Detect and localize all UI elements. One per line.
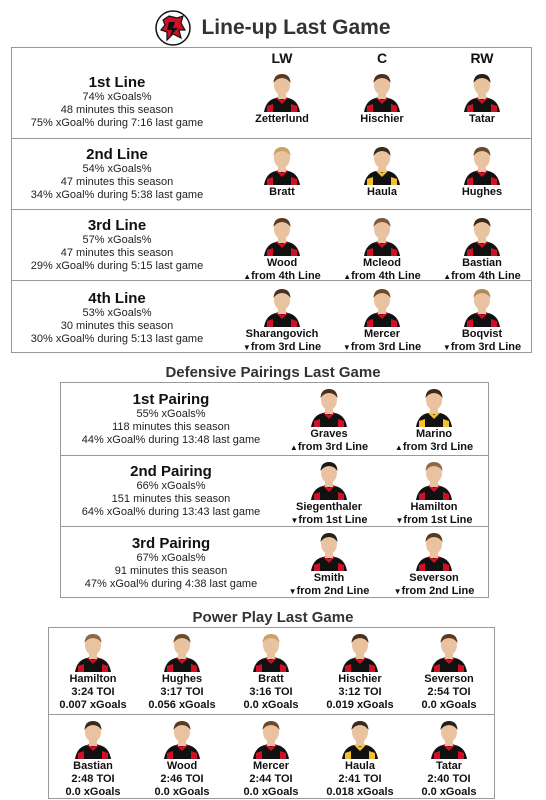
player-line-change [289,585,370,598]
xgoals-percent: 67% xGoals% [136,551,206,564]
forward-line-row [12,280,531,354]
season-minutes: 47 minutes this season [60,247,174,259]
last-game-stat: 47% xGoal% during 4:38 last game [84,577,258,590]
line-change-text: from 2nd Line [296,585,370,597]
player-name: Tatar [435,760,463,772]
player-name: Mcleod [363,257,401,269]
arrow-down-icon: ▼ [288,587,297,596]
unit-summary [12,281,222,354]
player-headshot [361,70,403,112]
last-game-stat: 30% xGoal% during 5:13 last game [30,332,204,345]
player-name: Bratt [269,186,295,198]
player-name: Haula [367,186,397,198]
forward-lines-table [11,47,532,353]
player-headshot [413,385,455,427]
unit-summary [61,527,281,598]
defense-pair-row [61,455,488,526]
player-toi: 3:17 TOI [160,686,204,698]
last-game-stat: 75% xGoal% during 7:16 last game [30,117,204,129]
player-headshot [261,214,303,256]
xgoals-percent: 57% xGoals% [82,234,152,246]
player-headshot [461,70,503,112]
player-name: Hischier [360,113,404,125]
column-header-lw: LW [271,50,293,66]
player-card [312,717,408,799]
arrow-up-icon: ▲ [289,443,298,452]
xgoals-percent: 66% xGoals% [136,480,206,492]
unit-summary [12,210,222,280]
unit-summary [61,456,281,526]
player-headshot [72,630,114,672]
line-change-text: from 2nd Line [401,585,475,597]
unit-name: 2nd Line [86,146,148,163]
player-headshot [461,214,503,256]
player-card [386,458,482,527]
player-name: Bastian [73,760,113,772]
player-headshot [413,458,455,500]
player-card [334,143,430,199]
player-toi: 2:41 TOI [338,773,382,785]
last-game-stat: 29% xGoal% during 5:15 last game [30,260,204,272]
player-name: Wood [166,760,198,772]
player-card [281,385,377,454]
player-card [234,285,330,354]
player-name: Bratt [258,673,284,685]
arrow-down-icon: ▼ [242,343,251,352]
player-headshot [339,630,381,672]
player-card [434,285,530,354]
player-card [281,529,377,598]
player-headshot [361,285,403,327]
player-card [334,214,430,283]
defense-pair-row [61,526,488,598]
player-name: Bastian [462,257,502,269]
unit-name: 3rd Pairing [131,534,211,552]
player-xgoals: 0.056 xGoals [148,699,216,711]
player-name: Hamilton [69,673,117,685]
powerplay-section-title: Power Play Last Game [192,609,354,626]
player-name: Marino [415,428,453,440]
unit-name: 2nd Pairing [130,463,212,480]
season-minutes: 47 minutes this season [60,176,174,188]
arrow-down-icon: ▼ [442,343,451,352]
player-name: Zetterlund [255,113,309,125]
player-toi: 2:44 TOI [249,773,293,785]
arrow-up-icon: ▲ [394,443,403,452]
unit-name: 4th Line [88,289,146,307]
line-change-text: from 4th Line [251,270,321,282]
player-name: Hughes [161,673,203,685]
line-change-text: from 3rd Line [250,341,322,353]
player-toi: 2:48 TOI [71,773,115,785]
player-line-change [394,585,475,598]
arrow-down-icon: ▼ [395,516,404,525]
player-headshot [361,143,403,185]
player-card [281,458,377,527]
arrow-down-icon: ▼ [393,587,402,596]
player-headshot [250,630,292,672]
line-change-text: from 4th Line [451,270,521,282]
player-xgoals: 0.0 xGoals [243,786,299,798]
player-toi: 3:24 TOI [71,686,115,698]
line-change-text: from 3rd Line [350,341,422,353]
player-xgoals: 0.0 xGoals [421,786,477,798]
player-name: Sharangovich [245,328,319,340]
player-card [401,630,497,712]
player-headshot [308,529,350,571]
player-xgoals: 0.0 xGoals [154,786,210,798]
player-xgoals: 0.007 xGoals [59,699,127,711]
forward-line-row [12,66,531,138]
player-card [386,385,482,454]
page-header [0,8,546,48]
player-name: Severson [409,572,459,584]
column-header-rw: RW [470,50,494,66]
player-headshot [308,458,350,500]
player-headshot [250,717,292,759]
player-card [234,214,330,283]
last-game-stat: 44% xGoal% during 13:48 last game [81,434,261,446]
unit-summary [12,139,222,209]
xgoals-percent: 53% xGoals% [82,306,152,319]
player-name: Haula [345,760,375,772]
player-card [334,285,430,354]
powerplay-table [48,627,495,799]
player-headshot [339,717,381,759]
player-card [434,214,530,283]
player-card [223,717,319,799]
player-card [234,70,330,126]
player-name: Mercer [363,328,401,340]
arrow-up-icon: ▲ [243,272,252,281]
player-headshot [308,385,350,427]
player-headshot [72,717,114,759]
player-name: Smith [313,572,345,584]
player-card [434,70,530,126]
last-game-stat: 64% xGoal% during 13:43 last game [81,506,261,518]
player-name: Mercer [252,760,290,772]
line-change-text: from 1st Line [403,514,473,526]
line-change-text: from 4th Line [351,270,421,282]
player-headshot [428,630,470,672]
player-line-change [243,341,321,354]
season-minutes: 48 minutes this season [60,104,174,116]
player-headshot [261,70,303,112]
player-card [434,143,530,199]
last-game-stat: 34% xGoal% during 5:38 last game [30,189,204,201]
player-toi: 2:54 TOI [427,686,471,698]
arrow-up-icon: ▲ [443,272,452,281]
player-headshot [461,143,503,185]
season-minutes: 118 minutes this season [112,421,230,433]
devils-logo-icon [155,10,191,46]
defense-pair-row [61,383,488,455]
player-card [45,717,141,799]
player-headshot [461,285,503,327]
player-toi: 3:12 TOI [338,686,382,698]
unit-name: 1st Line [88,74,146,91]
player-name: Tatar [468,113,496,125]
player-card [312,630,408,712]
season-minutes: 91 minutes this season [114,564,228,577]
player-card [134,630,230,712]
column-header-c: C [376,50,388,66]
player-name: Hischier [338,673,382,685]
player-headshot [361,214,403,256]
player-card [134,717,230,799]
player-xgoals: 0.0 xGoals [65,786,121,798]
season-minutes: 151 minutes this season [111,493,231,505]
player-card [386,529,482,598]
line-change-text: from 3rd Line [402,441,474,453]
player-headshot [261,285,303,327]
player-name: Severson [424,673,474,685]
line-change-text: from 1st Line [298,514,368,526]
player-name: Siegenthaler [295,501,363,513]
player-headshot [413,529,455,571]
player-name: Graves [310,428,348,440]
player-xgoals: 0.018 xGoals [326,786,394,798]
player-headshot [161,630,203,672]
player-card [45,630,141,712]
unit-summary [61,383,281,455]
player-card [234,143,330,199]
xgoals-percent: 55% xGoals% [136,408,206,420]
player-toi: 2:46 TOI [160,773,204,785]
page-title: Line-up Last Game [201,16,391,39]
player-name: Wood [266,257,298,269]
player-xgoals: 0.0 xGoals [421,699,477,711]
line-change-text: from 3rd Line [450,341,522,353]
player-name: Boqvist [461,328,503,340]
player-toi: 3:16 TOI [249,686,293,698]
line-change-text: from 3rd Line [297,441,369,453]
player-card [334,70,430,126]
player-card [223,630,319,712]
player-line-change [395,441,473,454]
player-line-change [343,341,421,354]
unit-name: 3rd Line [87,217,147,234]
defensive-pairings-table [60,382,489,598]
player-toi: 2:40 TOI [427,773,471,785]
player-headshot [161,717,203,759]
forward-line-row [12,138,531,209]
xgoals-percent: 54% xGoals% [82,163,152,175]
unit-name: 1st Pairing [132,391,210,408]
player-xgoals: 0.0 xGoals [243,699,299,711]
player-line-change [290,441,368,454]
unit-summary [12,66,222,138]
powerplay-row [49,628,494,713]
player-name: Hamilton [410,501,458,513]
player-card [401,717,497,799]
player-line-change [443,341,521,354]
xgoals-percent: 74% xGoals% [82,91,152,103]
arrow-up-icon: ▲ [343,272,352,281]
season-minutes: 30 minutes this season [60,319,174,332]
player-xgoals: 0.019 xGoals [326,699,394,711]
arrow-down-icon: ▼ [342,343,351,352]
player-name: Hughes [461,186,503,198]
player-headshot [428,717,470,759]
defense-section-title: Defensive Pairings Last Game [165,364,381,381]
player-headshot [261,143,303,185]
forward-line-row [12,209,531,280]
arrow-down-icon: ▼ [290,516,299,525]
powerplay-row [49,714,494,799]
